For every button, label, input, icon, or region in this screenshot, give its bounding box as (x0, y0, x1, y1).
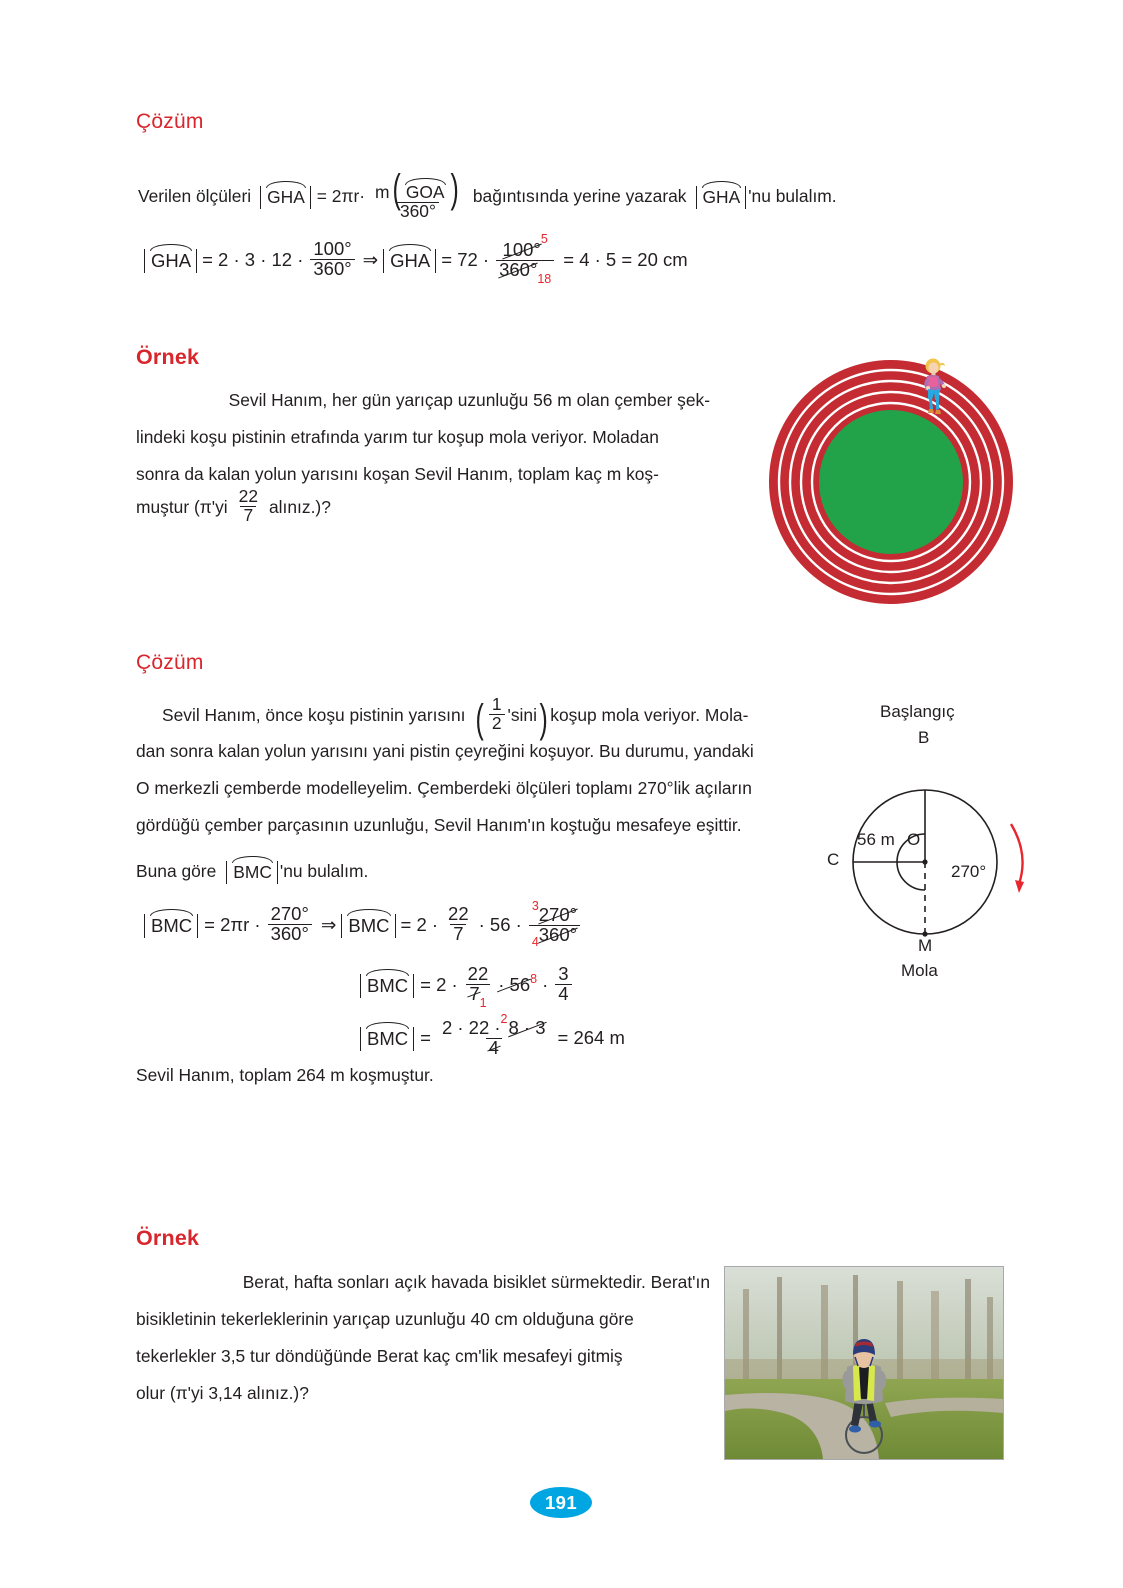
bmc2-lhs: = 2 · (420, 974, 458, 996)
solution1-eq-sign: = 2πr· (316, 186, 366, 207)
eq1-result: = 4 · 5 = 20 cm (563, 249, 688, 271)
rider-shoe-left (849, 1426, 861, 1433)
example2-line-1: Berat, hafta sonları açık havada bisiklet sürmektedir. Berat'ın (242, 1272, 710, 1292)
solution2-line-4: gördüğü çember parçasının uzunluğu, Sevil Hanım'ın koştuğu mesafeye eşittir. (136, 815, 742, 835)
implies-arrow-1: ⇒ (362, 249, 379, 271)
solution2-prefix: Sevil Hanım, önce koşu pistinin yarısını (162, 704, 466, 725)
label-c: C (827, 850, 840, 869)
solution1-middle-text: bağıntısında yerine yazarak (472, 186, 687, 207)
cancel-value-1: 1 (479, 995, 487, 1010)
boy-riding-bicycle-photo (724, 1266, 1004, 1460)
example1-last-line (136, 486, 331, 526)
label-b: B (918, 728, 930, 747)
rider-shoe-right (869, 1421, 881, 1428)
runner-hand-right (942, 384, 946, 388)
fraction-270-over-360: $\frac{270^\circ}{360^\circ}$ (268, 905, 312, 944)
bmc1-lhs: = 2πr · (204, 914, 261, 936)
fraction-final-expression (439, 1012, 549, 1059)
example-heading-1: Örnek (136, 345, 200, 369)
fraction-100-over-360: $\frac{100^\circ}{360^\circ}$ (310, 240, 354, 279)
solution2-line-2: dan sonra kalan yolun yarısını yani pistin çeyreğini koşuyor. Bu durumu, yandaki (136, 741, 754, 761)
fraction-22-over-7: $\frac{22}{7}$ (238, 486, 258, 525)
center-point-o (922, 859, 927, 864)
example1-pi-prefix: muştur (π'yi (136, 496, 228, 517)
right-paren: ) (539, 696, 548, 741)
bmc-prefix: Buna göre (136, 861, 217, 881)
eq1-expr1: = 2 · 3 · 12 · (202, 249, 304, 271)
circle-model-diagram (815, 702, 1045, 980)
solution2-line-1 (136, 694, 749, 741)
solution2-paragraph (136, 733, 808, 844)
bmc-equation-3: BMC = $\frac{2 \cdot 22 \cdot^28 \cdot 3}{4}$ = 264 m (358, 1018, 625, 1059)
example2-line-2: bisikletinin tekerleklerinin yarıçap uzunluğu 40 cm olduğuna göre (136, 1309, 634, 1329)
label-radius-56m: 56 m (857, 830, 895, 849)
bmc-equation-1: BMC = 2πr · $\frac{270^\circ}{360^\circ}$ ⇒ BMC = 2 · $\frac{22}{7}$ · 56 · $\frac{^3270^\circ}{_4360^\circ}$ (142, 905, 583, 946)
solution1-equation: GHA = 2 · 3 · 12 · $\frac{100^\circ}{360^\circ}$ ⇒ GHA = 72 · $\frac{100^\circ^5}{360^\circ_{18}}$ = 4 · 5 = 20 cm (142, 240, 688, 281)
fraction-1-over-2: $\frac{1}{2}$ (489, 696, 505, 733)
cancel-value-2: 2 (500, 1012, 508, 1026)
example1-pi-suffix: alınız.)? (269, 496, 331, 517)
cancelled-270: 270° (538, 904, 578, 926)
running-track-illustration (766, 357, 1016, 607)
bmc2-cancelled-56: · 56 (498, 974, 531, 996)
bmc3-numerator-tail: 8 · 3 (508, 1017, 546, 1039)
label-mola: Mola (901, 961, 938, 980)
solution2-line-3: O merkezli çemberde modelleyelim. Çemberdeki ölçüleri toplamı 270°lik açıların (136, 778, 752, 798)
fraction-100-over-360-cancelled (496, 232, 554, 287)
cancel-value-4: 4 (531, 935, 539, 950)
solution-heading-2: Çözüm (136, 651, 204, 674)
cancel-value-3: 3 (531, 899, 539, 913)
solution1-relation-line (138, 167, 837, 222)
label-o: O (907, 830, 921, 849)
runner-leg-left (929, 399, 933, 410)
solution2-suffix: koşup mola veriyor. Mola- (550, 704, 749, 725)
bmc1-rhs: = 2 · (400, 914, 439, 936)
fraction-270-over-360-cancelled (529, 899, 580, 950)
bmc-equation-2: BMC = 2 · $\frac{22}{7_1}$ · 56 8 · $\frac{3}{4}$ (358, 966, 575, 1005)
cancelled-4: 4 (488, 1037, 499, 1059)
example2-line-4: olur (π'yi 3,14 alınız.)? (136, 1383, 309, 1403)
arc-gha-right: GHA (696, 186, 747, 209)
bmc3-numerator-head: 2 · 22 · (441, 1017, 501, 1039)
circle-diagram-svg (815, 702, 1045, 962)
runner-leg-right (936, 399, 939, 410)
label-m: M (918, 936, 933, 955)
runner-shoe-right (935, 410, 941, 414)
bmc3-result: = 264 m (557, 1027, 625, 1049)
runner-shoe-left (928, 409, 934, 413)
example1-line-3: sonra da kalan yolun yarısını koşan Sevil Hanım, toplam kaç m koş- (136, 464, 659, 484)
rotation-arrow-path (1011, 824, 1023, 884)
running-track-svg (766, 357, 1016, 607)
example1-paragraph (136, 382, 710, 493)
solution2-last-line (136, 860, 368, 883)
cancel-value-8: 8 (530, 972, 538, 987)
rotation-arrow-head (1015, 880, 1024, 893)
bmc3-lhs: = (420, 1027, 431, 1049)
bicycle-photo-svg (725, 1267, 1003, 1459)
arc-gha-left: GHA (260, 186, 311, 209)
fraction-m-goa-over-360: m( GOA ) 360° (375, 167, 459, 221)
cancelled-360: 360° (499, 259, 538, 281)
solution1-suffix: 'nu bulalım. (748, 186, 837, 207)
cancel-value-5: 5 (540, 232, 548, 246)
label-angle-270: 270° (951, 862, 987, 881)
cancelled-100: 100° (502, 239, 541, 261)
implies-arrow-2: ⇒ (320, 914, 337, 936)
sini-text: 'sini (507, 704, 537, 725)
left-paren: ( (475, 696, 484, 741)
fraction-3-over-4: $\frac{3}{4}$ (555, 965, 571, 1004)
example1-line-2: lindeki koşu pistinin etrafında yarım tur koşup mola veriyor. Moladan (136, 427, 659, 447)
runner-face (929, 362, 939, 373)
example-heading-2: Örnek (136, 1226, 200, 1250)
solution-heading-1: Çözüm (136, 110, 204, 133)
fraction-22-over-7-cancelled: $\frac{22}{7_1}$ (467, 963, 489, 1010)
bmc2-dot: · (542, 974, 549, 996)
example1-line-1: Sevil Hanım, her gün yarıçap uzunluğu 56 m olan çember şek- (228, 390, 710, 410)
fraction-22-over-7-b: $\frac{22}{7}$ (448, 903, 469, 944)
bmc-suffix: 'nu bulalım. (279, 861, 369, 881)
cancel-value-18: 18 (537, 272, 552, 287)
arc-bmc-inline: BMC (226, 861, 278, 884)
example2-line-3: tekerlekler 3,5 tur döndüğünde Berat kaç cm'lik mesafeyi gitmiş (136, 1346, 623, 1366)
solution1-prefix: Verilen ölçüleri (138, 186, 252, 207)
example2-paragraph (136, 1264, 710, 1412)
label-baslangic: Başlangıç (880, 702, 955, 721)
eq1-expr2: = 72 · (441, 249, 490, 271)
bmc1-mid: · 56 · (478, 914, 522, 936)
runner-vest (928, 376, 939, 387)
cancelled-360-b: 360° (538, 924, 578, 946)
page-number-badge: 191 (530, 1487, 592, 1518)
runner-pants (928, 389, 940, 400)
cancelled-7: 7 (469, 982, 480, 1004)
track-infield (819, 410, 963, 554)
solution2-conclusion: Sevil Hanım, toplam 264 m koşmuştur. (136, 1065, 434, 1085)
runner-figure (916, 357, 950, 419)
